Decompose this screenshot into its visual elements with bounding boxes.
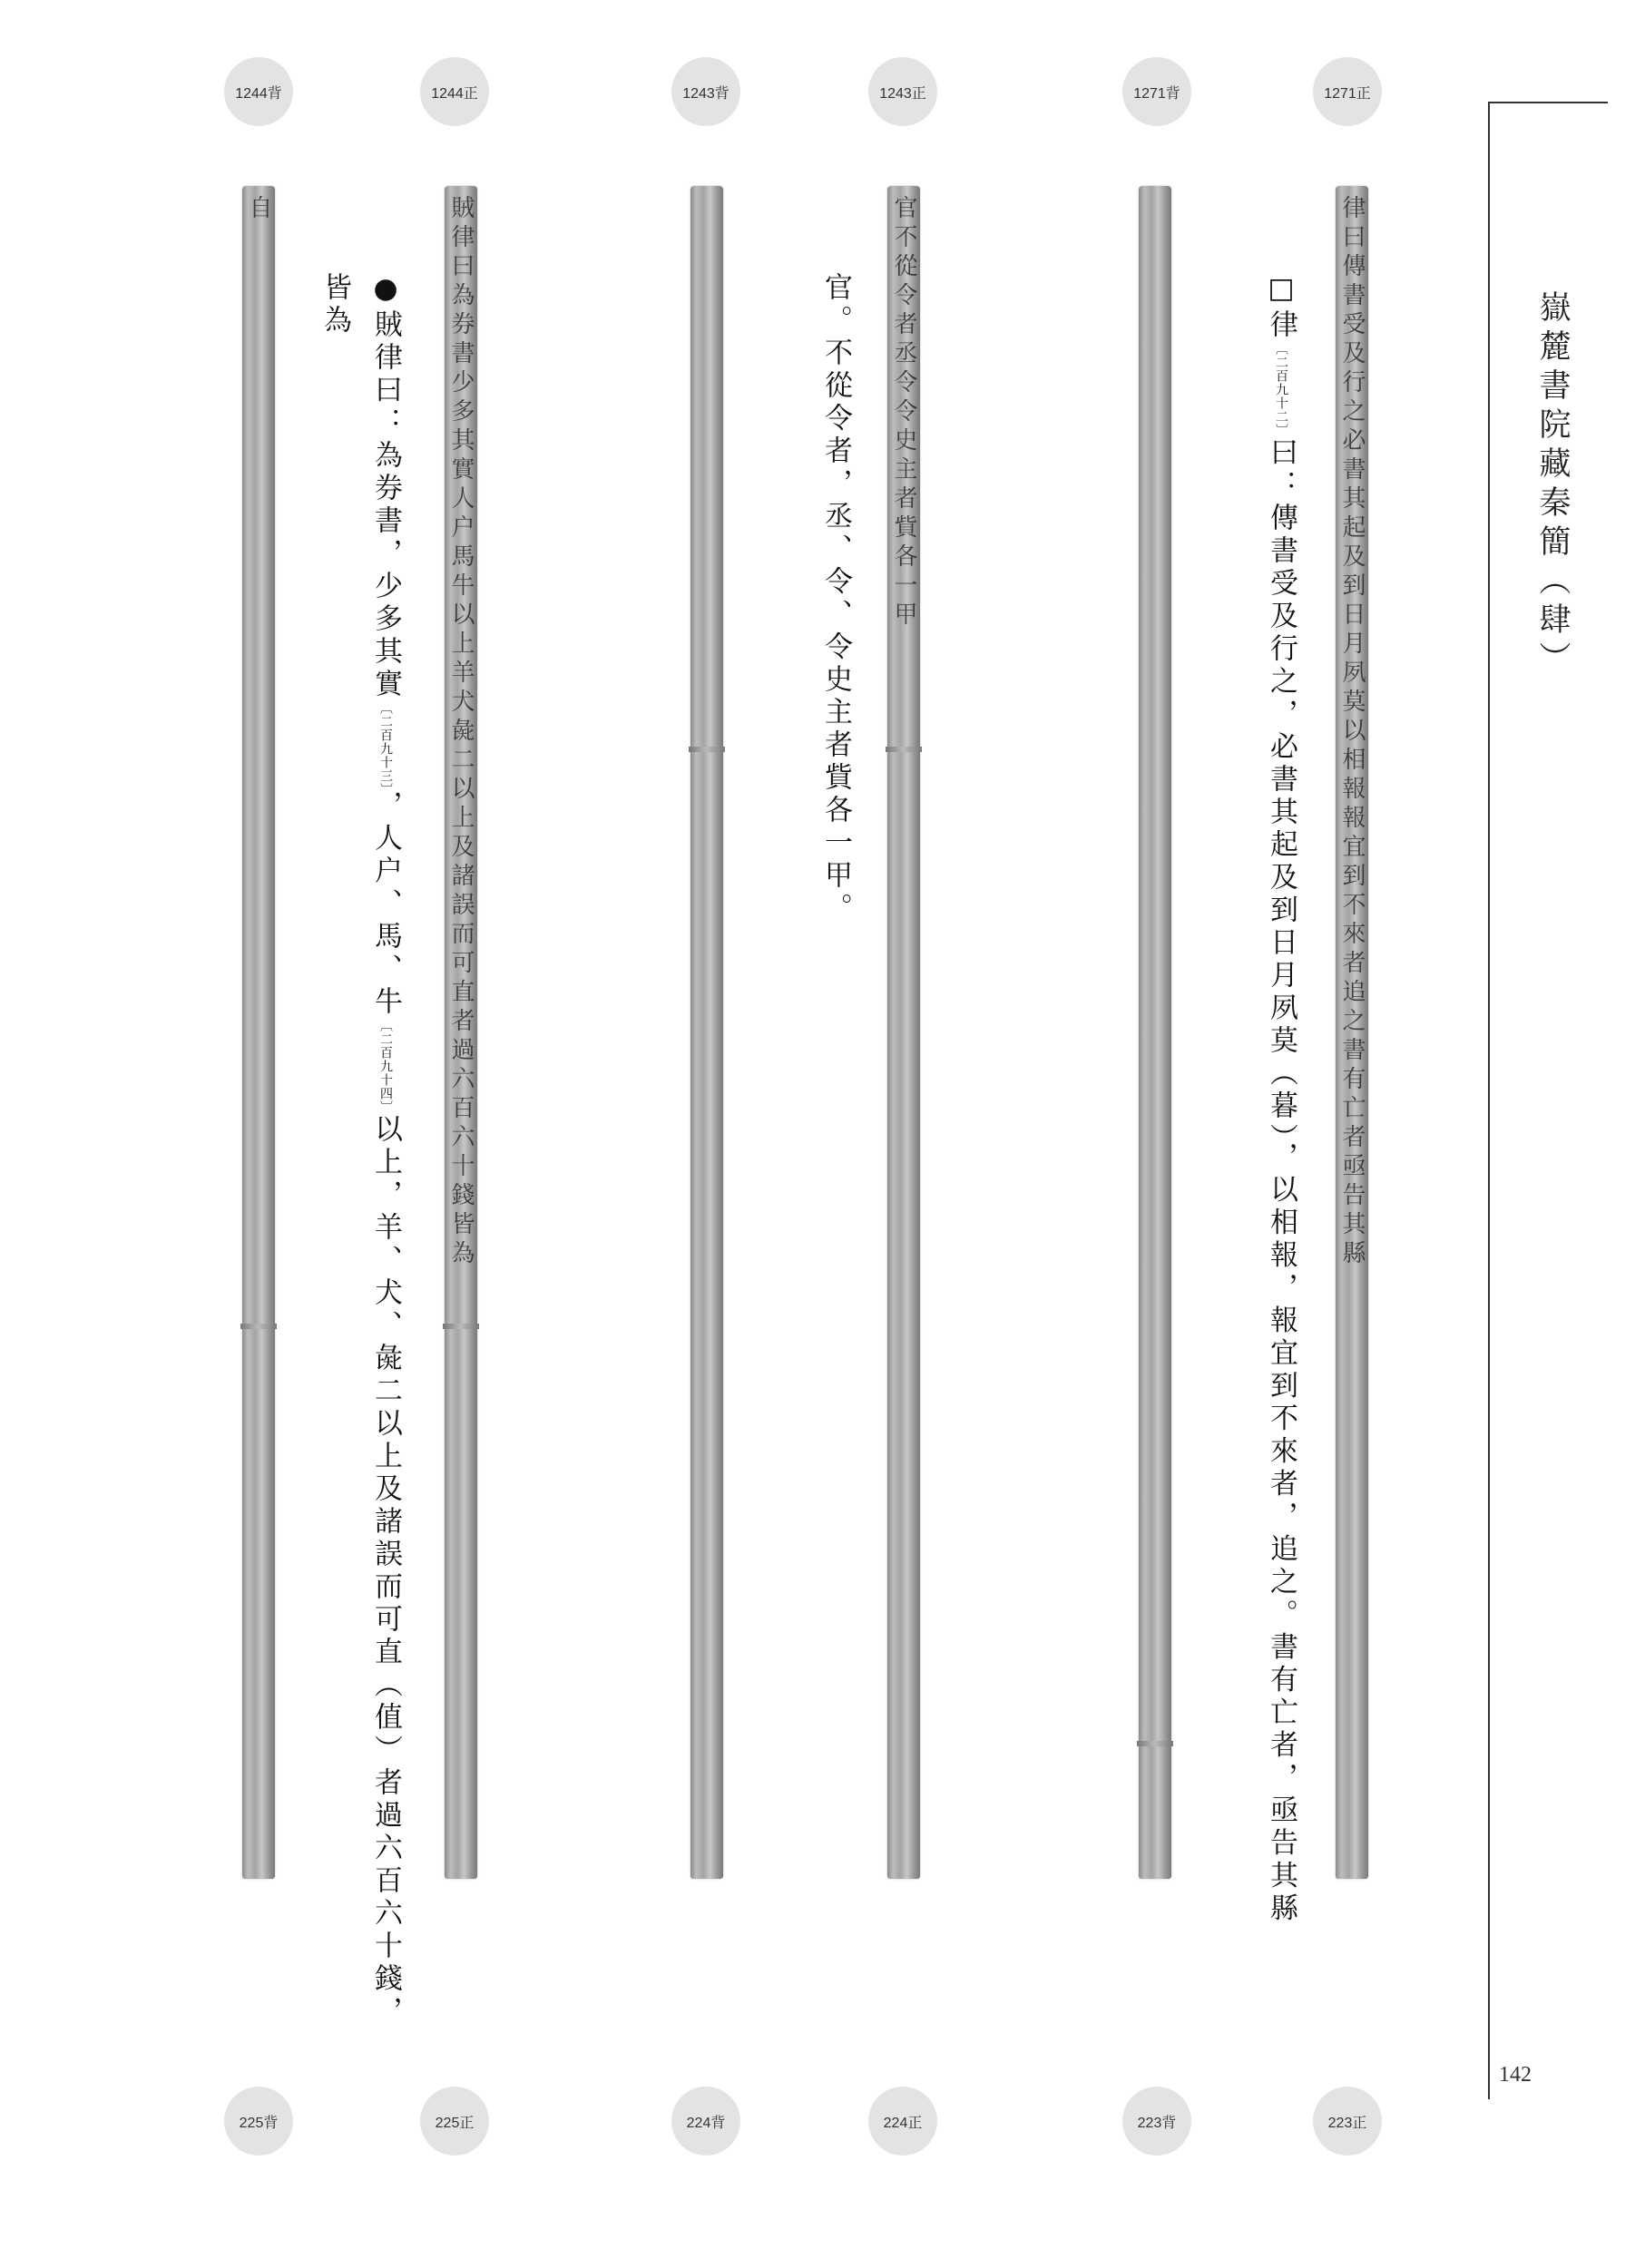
slip-glyphs: 自	[245, 195, 272, 224]
transcription-text: 曰：傳書受及行之，必書其起及到日月夙莫（暮），以相報，報宜到不來者，追之。書有亡者，亟告其縣	[1265, 437, 1297, 1926]
bamboo-slip-1271-front	[1336, 186, 1368, 1879]
slip-label-bottom: 224正	[868, 2087, 937, 2156]
slip-label-bottom: 223背	[1122, 2087, 1191, 2156]
slip-glyphs: 賊律曰為券書少多其實人户馬牛以上羊犬彘二以上及諸誤而可直者過六百六十錢皆為	[447, 195, 475, 1269]
transcription-224: 官。不從令者，丞、令、令史主者貲各一甲。	[819, 272, 852, 925]
slip-label-top: 1243背	[671, 57, 740, 126]
slip-glyphs: 律曰傳書受及行之必書其起及到日月夙莫以相報報宜到不來者追之書有亡者亟告其縣	[1338, 195, 1366, 1269]
slip-label-top: 1271背	[1122, 57, 1191, 126]
bamboo-slip-1243-front	[887, 186, 920, 1879]
slip-glyphs	[694, 195, 720, 1864]
page-number: 142	[1499, 2063, 1532, 2087]
slip-label-bottom: 224背	[671, 2087, 740, 2156]
slip-label-bottom: 223正	[1313, 2087, 1382, 2156]
slip-glyphs: 官不從令者丞令令史主者貲各一甲	[890, 195, 917, 631]
transcription-225	[368, 272, 403, 2028]
slip-number-note: 〔二百九十二〕	[1274, 342, 1288, 437]
slip-label-top: 1244正	[420, 57, 489, 126]
transcription-text: 以上，羊、犬、彘二以上及諸誤而可直（值）者過六百六十錢，	[369, 1114, 402, 2028]
transcription-text: □律	[1265, 272, 1297, 342]
slip-label-top: 1271正	[1313, 57, 1382, 126]
slip-number-note: 〔二百九十三〕	[378, 701, 393, 790]
bamboo-slip-1244-back	[242, 186, 275, 1879]
transcription-text: ，人户、馬、牛	[369, 790, 402, 1019]
slip-label-bottom: 225背	[224, 2087, 293, 2156]
book-title: 嶽麓書院藏秦簡（肆）	[1534, 290, 1571, 680]
slip-number-note: 〔二百九十四〕	[378, 1019, 393, 1114]
transcription-223	[1264, 272, 1298, 1926]
slip-label-top: 1243正	[868, 57, 937, 126]
slip-label-top: 1244背	[224, 57, 293, 126]
transcription-225-continuation: 皆為	[318, 272, 351, 337]
slip-label-bottom: 225正	[420, 2087, 489, 2156]
bamboo-slip-1271-back	[1139, 186, 1171, 1879]
bamboo-slip-1244-front	[445, 186, 477, 1879]
slip-glyphs	[1142, 195, 1168, 1864]
bamboo-slip-1243-back	[690, 186, 723, 1879]
transcription-text: ●賊律曰：為券書，少多其實	[369, 272, 402, 701]
